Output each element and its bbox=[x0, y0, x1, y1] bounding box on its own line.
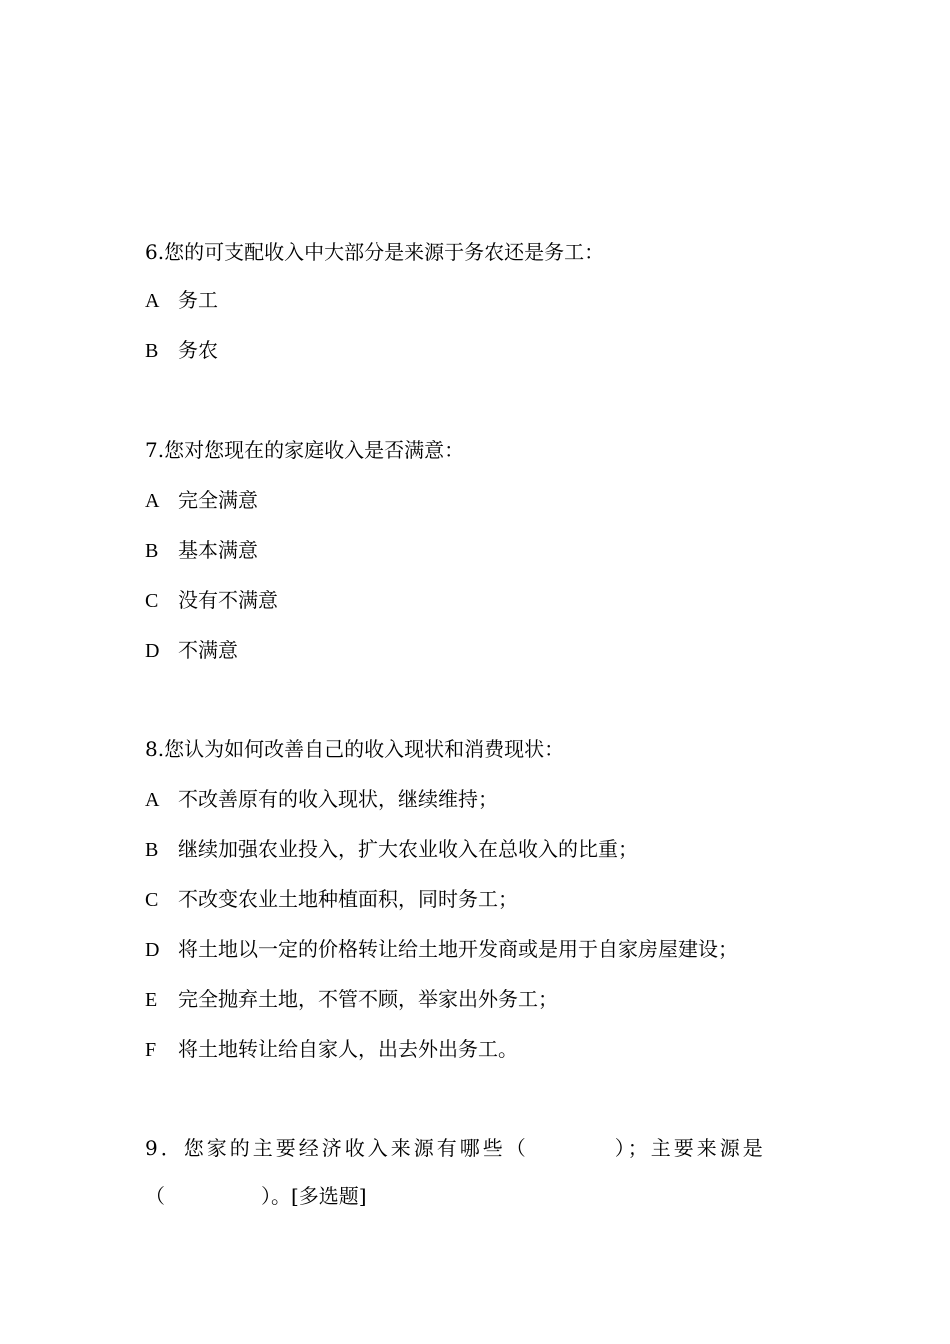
option-text: 将土地以一定的价格转让给土地开发商或是用于自家房屋建设； bbox=[178, 937, 738, 961]
option-letter: E bbox=[145, 989, 158, 1011]
option-letter: D bbox=[145, 640, 160, 662]
option-letter: B bbox=[145, 540, 159, 562]
question-9-line-1 bbox=[145, 1136, 766, 1160]
option-text: 不改变农业土地种植面积，同时务工； bbox=[178, 887, 518, 911]
option-letter: B bbox=[145, 340, 159, 362]
option-letter: C bbox=[145, 590, 159, 612]
question-8-option-c bbox=[145, 887, 518, 912]
option-text: 不满意 bbox=[178, 638, 238, 662]
question-7-option-d bbox=[145, 638, 238, 663]
question-8-option-a bbox=[145, 787, 498, 812]
question-6-prompt: 6.您的可支配收入中大部分是来源于务农还是务工： bbox=[145, 240, 605, 264]
option-letter: D bbox=[145, 939, 160, 961]
question-9-text-b: ）；主要来源是 bbox=[614, 1136, 766, 1160]
question-8-option-e bbox=[145, 987, 558, 1012]
option-letter: A bbox=[145, 290, 160, 312]
question-7-option-b bbox=[145, 538, 258, 563]
option-text: 将土地转让给自家人，出去外出务工。 bbox=[178, 1037, 518, 1061]
option-text: 务农 bbox=[178, 338, 218, 362]
question-7-option-c bbox=[145, 588, 278, 613]
question-8-option-b bbox=[145, 837, 638, 862]
question-9-text-c: （ bbox=[145, 1184, 165, 1208]
option-letter: B bbox=[145, 839, 159, 861]
option-text: 继续加强农业投入，扩大农业收入在总收入的比重； bbox=[178, 837, 638, 861]
question-6-option-b bbox=[145, 338, 218, 363]
question-8-option-d bbox=[145, 937, 738, 962]
question-9-line-2 bbox=[145, 1184, 367, 1208]
option-text: 不改善原有的收入现状，继续维持； bbox=[178, 787, 498, 811]
question-7-option-a bbox=[145, 488, 258, 513]
question-9-text-d: ）。[多选题] bbox=[261, 1184, 367, 1208]
option-letter: A bbox=[145, 490, 160, 512]
option-text: 没有不满意 bbox=[178, 588, 278, 612]
question-8-option-f bbox=[145, 1037, 518, 1062]
option-letter: A bbox=[145, 789, 160, 811]
option-letter: C bbox=[145, 889, 159, 911]
option-text: 完全满意 bbox=[178, 488, 258, 512]
question-6-option-a bbox=[145, 288, 218, 313]
option-text: 基本满意 bbox=[178, 538, 258, 562]
question-7-prompt: 7.您对您现在的家庭收入是否满意： bbox=[145, 438, 465, 462]
option-text: 务工 bbox=[178, 288, 218, 312]
option-text: 完全抛弃土地，不管不顾，举家出外务工； bbox=[178, 987, 558, 1011]
option-letter: F bbox=[145, 1039, 157, 1061]
question-9-text-a: 9．您家的主要经济收入来源有哪些（ bbox=[145, 1136, 529, 1160]
question-8-prompt: 8.您认为如何改善自己的收入现状和消费现状： bbox=[145, 737, 565, 761]
